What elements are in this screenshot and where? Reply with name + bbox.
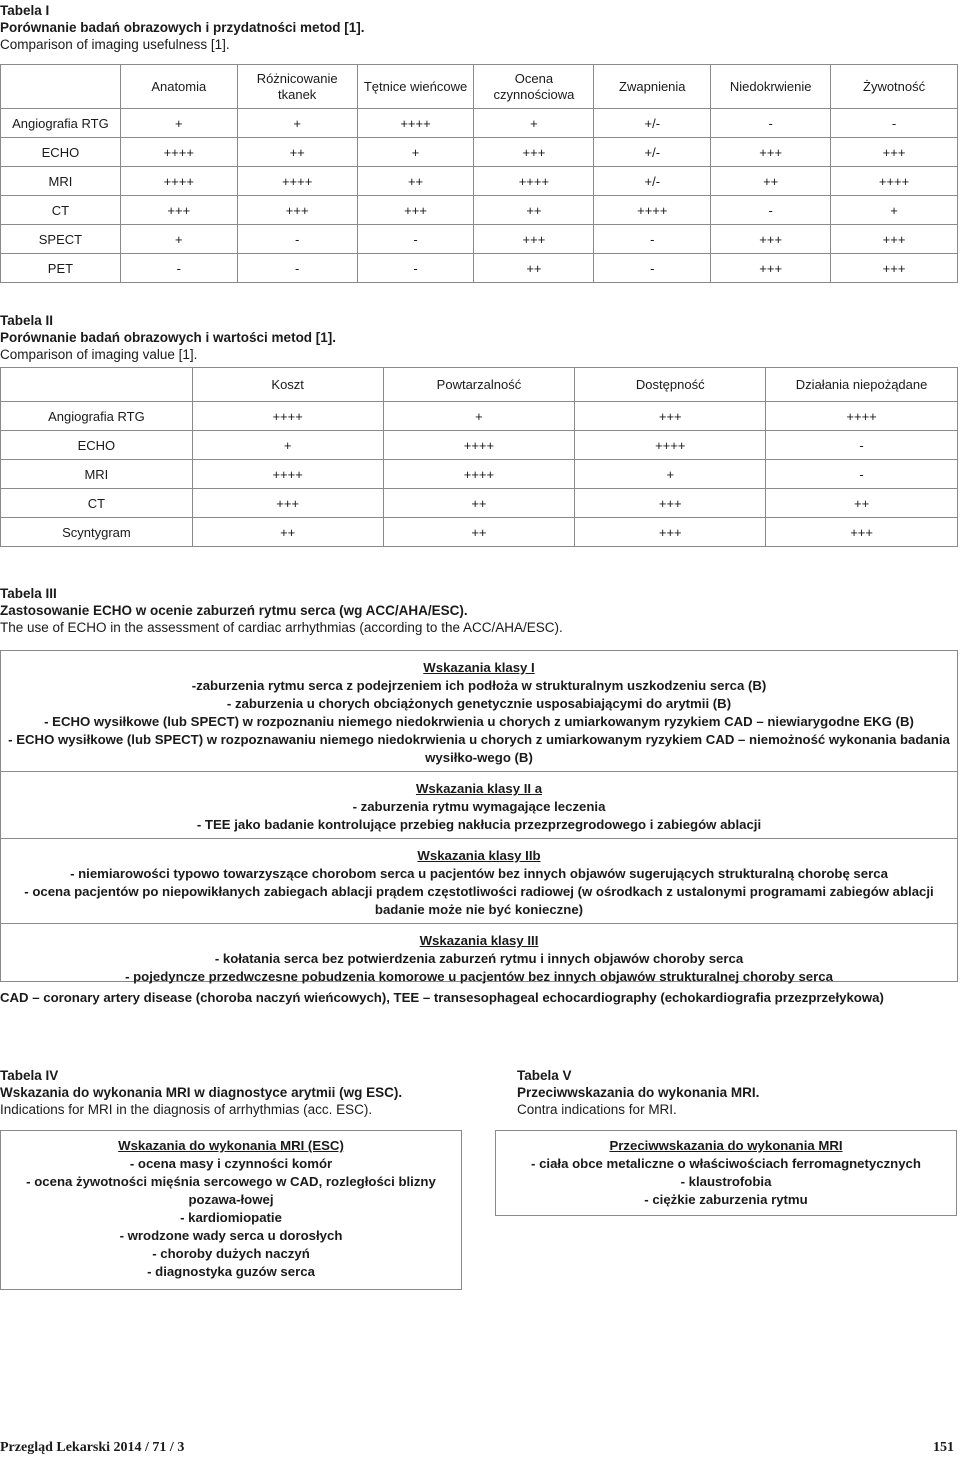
table2-header: Koszt bbox=[192, 368, 383, 402]
cell: ++ bbox=[383, 518, 575, 547]
table2-header: Dostępność bbox=[575, 368, 766, 402]
section-line: - ECHO wysiłkowe (lub SPECT) w rozpoznawaniu niemego niedokrwienia u chorych z umiarkowanym ryzykiem CAD – niemożność wykonania badania wysiłko-wego (B) bbox=[8, 732, 950, 765]
page-footer bbox=[0, 1440, 960, 1458]
row-label: ECHO bbox=[1, 138, 121, 167]
table2-header-row bbox=[1, 368, 958, 402]
table1-title-pl: Porównanie badań obrazowych i przydatności metod [1]. bbox=[0, 20, 365, 35]
cell: +/- bbox=[594, 109, 711, 138]
cell: +++ bbox=[192, 489, 383, 518]
table2-header: Działania niepożądane bbox=[766, 368, 958, 402]
table1-header: Różnicowanie tkanek bbox=[237, 65, 357, 109]
cell: ++++ bbox=[766, 402, 958, 431]
table-row bbox=[1, 138, 958, 167]
table-row bbox=[1, 196, 958, 225]
table3-label: Tabela III bbox=[0, 586, 57, 601]
cell: + bbox=[120, 109, 237, 138]
section-heading: Wskazania klasy IIb bbox=[417, 848, 541, 863]
cell: ++ bbox=[357, 167, 474, 196]
table2-label: Tabela II bbox=[0, 313, 54, 328]
cell: + bbox=[120, 225, 237, 254]
cell: + bbox=[192, 431, 383, 460]
section-line: - pojedyncze przedwczesne pobudzenia komorowe u pacjentów bez innych objawów strukturalnej choroby serca bbox=[125, 969, 833, 984]
section-line: -zaburzenia rytmu serca z podejrzeniem ich podłoża w strukturalnym uszkodzeniu serca (B) bbox=[191, 678, 767, 693]
table-row bbox=[1, 431, 958, 460]
cell: - bbox=[120, 254, 237, 283]
cell: ++ bbox=[383, 489, 575, 518]
table-row bbox=[1, 167, 958, 196]
box-heading: Przeciwwskazania do wykonania MRI bbox=[609, 1138, 843, 1153]
section-heading: Wskazania klasy I bbox=[423, 660, 535, 675]
cell: +++ bbox=[474, 225, 594, 254]
cell: +++ bbox=[575, 402, 766, 431]
cell: +++ bbox=[575, 489, 766, 518]
row-label: Angiografia RTG bbox=[1, 109, 121, 138]
cell: +++ bbox=[575, 518, 766, 547]
table-row bbox=[1, 518, 958, 547]
table3-title-en: The use of ECHO in the assessment of cardiac arrhythmias (according to the ACC/AHA/ESC). bbox=[0, 620, 563, 635]
table-row bbox=[1, 402, 958, 431]
cell: - bbox=[766, 460, 958, 489]
cell: +++ bbox=[711, 254, 831, 283]
cell: - bbox=[831, 109, 958, 138]
table-row bbox=[1, 489, 958, 518]
section-line: - ocena pacjentów po niepowikłanych zabiegach ablacji prądem częstotliwości radiowej (w ośrodkach z ustalonymi programami zabiegów ablacji badanie może nie być konieczne) bbox=[24, 884, 934, 917]
section-line: - niemiarowości typowo towarzyszące chorobom serca u pacjentów bez innych objawów sugerujących strukturalną chorobę serca bbox=[70, 866, 888, 881]
cell: - bbox=[357, 225, 474, 254]
cell: +++ bbox=[831, 138, 958, 167]
cell: ++++ bbox=[474, 167, 594, 196]
table3-section-class-3 bbox=[1, 924, 957, 990]
row-label: MRI bbox=[1, 167, 121, 196]
table1-header: Anatomia bbox=[120, 65, 237, 109]
section-line: - TEE jako badanie kontrolujące przebieg nakłucia przezprzegrodowego i zabiegów ablacji bbox=[196, 817, 762, 832]
table1-label: Tabela I bbox=[0, 3, 50, 18]
section-line: - zaburzenia u chorych obciążonych genetycznie usposabiającymi do arytmii (B) bbox=[226, 696, 732, 711]
table3-section-class-2b bbox=[1, 839, 957, 924]
table3-caption bbox=[0, 585, 563, 636]
table3-footnote: CAD – coronary artery disease (choroba naczyń wieńcowych), TEE – transesophageal echocardiography (echokardiografia przezprzełykowa) bbox=[0, 990, 884, 1005]
cell: +++ bbox=[766, 518, 958, 547]
row-label: CT bbox=[1, 196, 121, 225]
table5-title-en: Contra indications for MRI. bbox=[517, 1102, 677, 1117]
cell: +++ bbox=[711, 225, 831, 254]
section-line: - ECHO wysiłkowe (lub SPECT) w rozpoznaniu niemego niedokrwienia u chorych z umiarkowanym ryzykiem CAD – niewiarygodne EKG (B) bbox=[44, 714, 914, 729]
table1-corner bbox=[1, 65, 121, 109]
cell: ++++ bbox=[831, 167, 958, 196]
cell: ++++ bbox=[192, 402, 383, 431]
table1-caption bbox=[0, 2, 365, 53]
cell: + bbox=[575, 460, 766, 489]
cell: +++ bbox=[711, 138, 831, 167]
table-row bbox=[1, 460, 958, 489]
box-line: - ciała obce metaliczne o właściwościach ferromagnetycznych bbox=[531, 1156, 921, 1171]
cell: - bbox=[594, 225, 711, 254]
table4-box bbox=[0, 1130, 462, 1290]
row-label: CT bbox=[1, 489, 193, 518]
section-line: - kołatania serca bez potwierdzenia zaburzeń rytmu i innych objawów choroby serca bbox=[214, 951, 744, 966]
table1-header: Niedokrwienie bbox=[711, 65, 831, 109]
cell: - bbox=[237, 254, 357, 283]
cell: +++ bbox=[237, 196, 357, 225]
table4-caption bbox=[0, 1067, 402, 1118]
cell: - bbox=[357, 254, 474, 283]
box-heading: Wskazania do wykonania MRI (ESC) bbox=[118, 1138, 344, 1153]
cell: - bbox=[766, 431, 958, 460]
table1-header: Zwapnienia bbox=[594, 65, 711, 109]
cell: + bbox=[474, 109, 594, 138]
cell: + bbox=[831, 196, 958, 225]
table2 bbox=[0, 367, 958, 547]
table2-header: Powtarzalność bbox=[383, 368, 575, 402]
cell: ++++ bbox=[575, 431, 766, 460]
table2-caption bbox=[0, 312, 336, 363]
cell: ++ bbox=[474, 254, 594, 283]
table3-box bbox=[0, 650, 958, 982]
cell: ++++ bbox=[357, 109, 474, 138]
cell: ++ bbox=[192, 518, 383, 547]
cell: + bbox=[237, 109, 357, 138]
cell: +/- bbox=[594, 167, 711, 196]
table2-corner bbox=[1, 368, 193, 402]
box-line: - wrodzone wady serca u dorosłych bbox=[119, 1228, 343, 1243]
cell: - bbox=[711, 196, 831, 225]
cell: ++++ bbox=[120, 138, 237, 167]
table4-label: Tabela IV bbox=[0, 1068, 59, 1083]
table4-title-pl: Wskazania do wykonania MRI w diagnostyce arytmii (wg ESC). bbox=[0, 1085, 403, 1100]
section-heading: Wskazania klasy II a bbox=[415, 781, 543, 796]
cell: ++ bbox=[237, 138, 357, 167]
box-line: - ocena masy i czynności komór bbox=[129, 1156, 333, 1171]
cell: - bbox=[237, 225, 357, 254]
cell: +++ bbox=[831, 254, 958, 283]
cell: ++++ bbox=[594, 196, 711, 225]
cell: ++ bbox=[766, 489, 958, 518]
cell: - bbox=[711, 109, 831, 138]
table5-caption bbox=[517, 1067, 759, 1118]
cell: - bbox=[594, 254, 711, 283]
table1-header: Ocena czynnościowa bbox=[474, 65, 594, 109]
table2-title-en: Comparison of imaging value [1]. bbox=[0, 347, 198, 362]
table3-section-class-2a bbox=[1, 772, 957, 839]
cell: ++++ bbox=[383, 460, 575, 489]
cell: +++ bbox=[831, 225, 958, 254]
journal-citation: Przegląd Lekarski 2014 / 71 / 3 bbox=[0, 1440, 185, 1455]
table5-box bbox=[495, 1130, 957, 1216]
table4-title-en: Indications for MRI in the diagnosis of arrhythmias (acc. ESC). bbox=[0, 1102, 373, 1117]
row-label: ECHO bbox=[1, 431, 193, 460]
table1-header: Żywotność bbox=[831, 65, 958, 109]
table1-title-en: Comparison of imaging usefulness [1]. bbox=[0, 37, 230, 52]
cell: +++ bbox=[474, 138, 594, 167]
cell: +++ bbox=[120, 196, 237, 225]
section-line: - zaburzenia rytmu wymagające leczenia bbox=[352, 799, 606, 814]
table5-label: Tabela V bbox=[517, 1068, 572, 1083]
table1-header-row bbox=[1, 65, 958, 109]
box-line: - ciężkie zaburzenia rytmu bbox=[644, 1192, 808, 1207]
table1-header: Tętnice wieńcowe bbox=[357, 65, 474, 109]
table5-title-pl: Przeciwwskazania do wykonania MRI. bbox=[517, 1085, 760, 1100]
cell: +/- bbox=[594, 138, 711, 167]
cell: ++++ bbox=[120, 167, 237, 196]
cell: ++++ bbox=[237, 167, 357, 196]
page-number: 151 bbox=[933, 1440, 954, 1455]
table1 bbox=[0, 64, 958, 283]
table-row bbox=[1, 254, 958, 283]
box-line: - klaustrofobia bbox=[680, 1174, 772, 1189]
row-label: MRI bbox=[1, 460, 193, 489]
box-line: - ocena żywotności mięśnia sercowego w CAD, rozległości blizny pozawa-łowej bbox=[26, 1174, 436, 1207]
row-label: Angiografia RTG bbox=[1, 402, 193, 431]
table3-section-class-1 bbox=[1, 651, 957, 772]
table3-title-pl: Zastosowanie ECHO w ocenie zaburzeń rytmu serca (wg ACC/AHA/ESC). bbox=[0, 603, 468, 618]
box-line: - diagnostyka guzów serca bbox=[147, 1264, 315, 1279]
cell: ++ bbox=[711, 167, 831, 196]
section-heading: Wskazania klasy III bbox=[419, 933, 539, 948]
row-label: SPECT bbox=[1, 225, 121, 254]
cell: + bbox=[357, 138, 474, 167]
table2-title-pl: Porównanie badań obrazowych i wartości metod [1]. bbox=[0, 330, 337, 345]
cell: ++ bbox=[474, 196, 594, 225]
row-label: PET bbox=[1, 254, 121, 283]
row-label: Scyntygram bbox=[1, 518, 193, 547]
cell: + bbox=[383, 402, 575, 431]
table-row bbox=[1, 109, 958, 138]
table-row bbox=[1, 225, 958, 254]
cell: ++++ bbox=[192, 460, 383, 489]
box-line: - kardiomiopatie bbox=[180, 1210, 282, 1225]
cell: ++++ bbox=[383, 431, 575, 460]
cell: +++ bbox=[357, 196, 474, 225]
box-line: - choroby dużych naczyń bbox=[152, 1246, 310, 1261]
